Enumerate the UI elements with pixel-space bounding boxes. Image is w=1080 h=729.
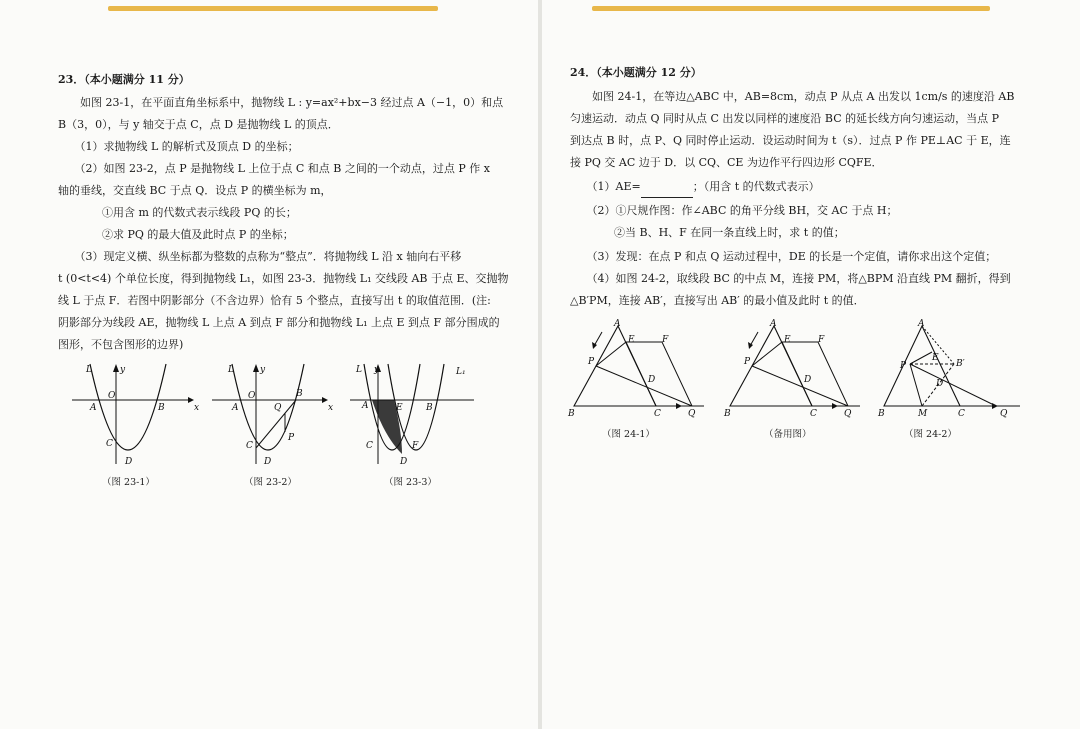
parabola-L: [90, 364, 166, 450]
label-L1: L₁: [456, 367, 466, 377]
label-Q: Q: [844, 409, 852, 419]
q23-line: 阴影部分为线段 AE，抛物线 L 上点 A 到点 F 部分和抛物线 L₁ 上点 E 到点 F 部分围成的: [58, 316, 500, 329]
figure-23-3: [348, 360, 478, 470]
tape-strip-right: [592, 6, 990, 11]
label-y: y: [120, 365, 126, 375]
label-E: E: [784, 335, 791, 345]
label-P: P: [288, 433, 295, 443]
label-Q: Q: [274, 403, 282, 413]
q24-line: （2）①尺规作图：作∠ABC 的角平分线 BH，交 AC 于点 H；: [570, 204, 898, 217]
q23-line: ②求 PQ 的最大值及此时点 P 的坐标；: [58, 228, 294, 241]
q23-line: t (0<t<4) 个单位长度，得到抛物线 L₁，如图 23-3．抛物线 L₁ 交线段 AB 于点 E、交抛物: [58, 272, 509, 285]
label-B: B: [878, 409, 885, 419]
triangle-ABC: [574, 326, 656, 406]
q23-line: （3）现定义横、纵坐标都为整数的点称为“整点”．将抛物线 L 沿 x 轴向右平移: [58, 250, 462, 263]
q24-item-1: [570, 176, 820, 198]
caption-23-2: （图 23-2）: [244, 477, 297, 488]
figure-24-2: [876, 318, 1022, 424]
label-D: D: [936, 379, 944, 389]
label-C: C: [958, 409, 965, 419]
q23-line: （1）求抛物线 L 的解析式及顶点 D 的坐标；: [58, 140, 299, 153]
label-B: B: [158, 403, 165, 413]
label-D: D: [400, 457, 408, 467]
label-A: A: [918, 319, 925, 329]
q24-header: 24．（本小题满分 12 分）: [570, 66, 702, 79]
q24-line: 到达点 B 时，点 P、Q 同时停止运动．设运动时间为 t（s）．过点 P 作 PE⊥AC 于 E，连: [570, 134, 1011, 147]
label-P: P: [744, 357, 751, 367]
q24-line: ②当 B、H、F 在同一条直线上时，求 t 的值；: [570, 226, 845, 239]
label-O: O: [248, 391, 256, 401]
label-O: O: [108, 391, 116, 401]
label-D: D: [804, 375, 812, 385]
label-P: P: [900, 361, 907, 371]
label-B: B: [568, 409, 575, 419]
label-B: B: [296, 389, 303, 399]
q23-line: 线 L 于点 F．若图中阴影部分（不含边界）恰有 5 个整点，直接写出 t 的取值范围．(注:: [58, 294, 491, 307]
label-P: P: [588, 357, 595, 367]
label-B-prime: B′: [956, 359, 965, 369]
label-A: A: [232, 403, 239, 413]
caption-23-3: （图 23-3）: [384, 477, 437, 488]
figure-24-1: [566, 318, 706, 424]
triangle-ABC: [884, 326, 960, 406]
label-E: E: [932, 353, 939, 363]
label-A: A: [770, 319, 777, 329]
q24-item-1-prefix: （1）AE=: [570, 180, 641, 193]
q24-line: （4）如图 24-2，取线段 BC 的中点 M，连接 PM，将△BPM 沿直线 PM 翻折，得到: [570, 272, 1011, 285]
label-Q: Q: [1000, 409, 1008, 419]
q23-line: 如图 23-1，在平面直角坐标系中，抛物线 L : y=ax²+bx−3 经过点 A（−1，0）和点: [58, 96, 504, 109]
label-x: x: [328, 403, 334, 413]
parallelogram-CQFE: [626, 342, 692, 406]
label-L: L: [86, 365, 92, 375]
label-D: D: [648, 375, 656, 385]
q23-line: B（3，0），与 y 轴交于点 C，点 D 是抛物线 L 的顶点．: [58, 118, 339, 131]
label-L: L: [228, 365, 234, 375]
segment-PE: [596, 342, 626, 366]
figure-backup: [722, 318, 862, 424]
figure-23-1: [70, 360, 200, 470]
q24-line: 如图 24-1，在等边△ABC 中，AB=8cm，动点 P 从点 A 出发以 1cm/s 的速度沿 AB: [570, 90, 1015, 103]
answer-blank: [641, 185, 693, 198]
label-C: C: [810, 409, 817, 419]
figure-23-2: [210, 360, 340, 470]
q23-header: 23．（本小题满分 11 分）: [58, 73, 190, 86]
label-B: B: [724, 409, 731, 419]
label-D: D: [264, 457, 272, 467]
q23-line: 轴的垂线，交直线 BC 于点 Q．设点 P 的横坐标为 m，: [58, 184, 332, 197]
label-F: F: [818, 335, 825, 345]
label-C: C: [246, 441, 253, 451]
page-gutter: [538, 0, 542, 729]
caption-backup: （备用图）: [764, 429, 812, 440]
label-C: C: [654, 409, 661, 419]
q24-line: △B′PM，连接 AB′，直接写出 AB′ 的最小值及此时 t 的值．: [570, 294, 865, 307]
label-F: F: [412, 441, 419, 451]
caption-23-1: （图 23-1）: [102, 477, 155, 488]
q24-line: 匀速运动．动点 Q 同时从点 C 出发以同样的速度沿 BC 的延长线方向匀速运动，当点 P: [570, 112, 1000, 125]
q23-line: ①用含 m 的代数式表示线段 PQ 的长；: [58, 206, 297, 219]
q23-line: 图形，不包含图形的边界): [58, 338, 184, 351]
label-A: A: [614, 319, 621, 329]
label-E: E: [628, 335, 635, 345]
q24-line: 接 PQ 交 AC 边于 D．以 CQ、CE 为边作平行四边形 CQFE．: [570, 156, 883, 169]
caption-24-1: （图 24-1）: [602, 429, 655, 440]
label-C: C: [366, 441, 373, 451]
label-A: A: [362, 401, 369, 411]
label-Q: Q: [688, 409, 696, 419]
segment-PQ: [596, 366, 692, 406]
label-D: D: [125, 457, 133, 467]
label-B: B: [426, 403, 433, 413]
tape-strip-left: [108, 6, 438, 11]
segment-PM: [910, 364, 922, 406]
q24-item-1-suffix: ；（用含 t 的代数式表示）: [692, 180, 820, 193]
label-x: x: [194, 403, 200, 413]
label-F: F: [662, 335, 669, 345]
caption-24-2: （图 24-2）: [904, 429, 957, 440]
q24-line: （3）发现：在点 P 和点 Q 运动过程中，DE 的长是一个定值，请你求出这个定值；: [570, 250, 997, 263]
label-L: L: [356, 365, 362, 375]
label-E: E: [396, 403, 403, 413]
label-C: C: [106, 439, 113, 449]
label-M: M: [918, 409, 928, 419]
label-A: A: [90, 403, 97, 413]
label-y: y: [260, 365, 266, 375]
label-y: y: [374, 365, 380, 375]
q23-line: （2）如图 23-2，点 P 是抛物线 L 上位于点 C 和点 B 之间的一个动点，过点 P 作 x: [58, 162, 490, 175]
